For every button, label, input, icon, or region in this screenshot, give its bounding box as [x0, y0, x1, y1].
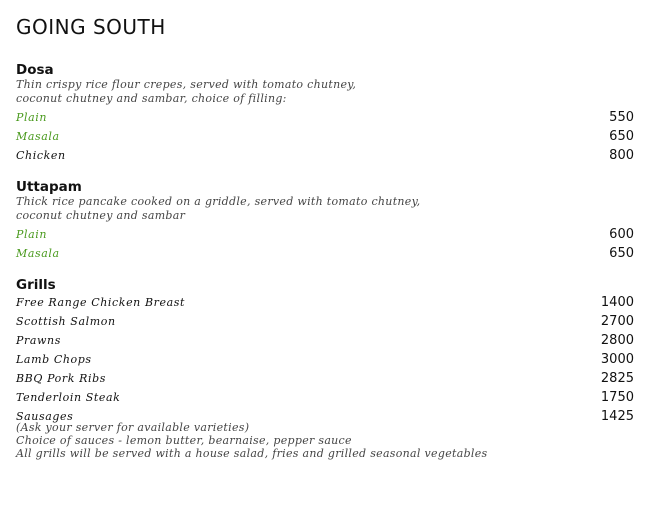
- item-price: 3000: [600, 352, 634, 367]
- item-name: Free Range Chicken Breast: [16, 296, 186, 309]
- menu-item: [16, 293, 634, 312]
- dosa-description: Thin crispy rice flour crepes, served with tomato chutney, coconut chutney and sambar, choice of filling:: [16, 78, 357, 105]
- item-name: Lamb Chops: [16, 353, 92, 366]
- menu-item: [16, 312, 634, 331]
- item-price: 650: [609, 246, 634, 261]
- uttapam-description: Thick rice pancake cooked on a griddle, served with tomato chutney, coconut chutney and sambar: [16, 195, 421, 222]
- item-name: Plain: [16, 111, 48, 124]
- item-price: 550: [609, 110, 634, 125]
- menu-item: [16, 388, 634, 407]
- item-price: 1400: [600, 295, 634, 310]
- item-name: BBQ Pork Ribs: [16, 372, 106, 385]
- section-grills: [16, 277, 634, 460]
- item-name: Masala: [16, 247, 60, 260]
- item-name: Chicken: [16, 149, 66, 162]
- item-price: 1425: [600, 409, 634, 424]
- grills-note-varieties: (Ask your server for available varieties): [16, 421, 250, 434]
- menu-item: [16, 331, 634, 350]
- item-name: Scottish Salmon: [16, 315, 116, 328]
- menu-item: [16, 350, 634, 369]
- section-uttapam: [16, 179, 634, 263]
- menu-item: [16, 146, 634, 165]
- item-price: 2700: [600, 314, 634, 329]
- item-name: Plain: [16, 228, 48, 241]
- menu-item: [16, 127, 634, 146]
- page-title: GOING SOUTH: [16, 15, 166, 39]
- menu-item: [16, 108, 634, 127]
- menu-item: [16, 244, 634, 263]
- section-title-grills: Grills: [16, 277, 56, 293]
- item-name: Masala: [16, 130, 60, 143]
- section-title-uttapam: Uttapam: [16, 179, 82, 195]
- item-price: 2825: [600, 371, 634, 386]
- item-name: Prawns: [16, 334, 61, 347]
- menu-page: [16, 14, 634, 474]
- item-price: 650: [609, 129, 634, 144]
- section-title-dosa: Dosa: [16, 62, 54, 78]
- item-price: 800: [609, 148, 634, 163]
- item-name: Sausages: [16, 410, 74, 423]
- grills-note-sauces: Choice of sauces - lemon butter, bearnaise, pepper sauce: [16, 434, 352, 447]
- section-dosa: [16, 62, 634, 165]
- menu-item: [16, 225, 634, 244]
- grills-note-sides: All grills will be served with a house salad, fries and grilled seasonal vegetables: [16, 447, 488, 460]
- item-price: 2800: [600, 333, 634, 348]
- item-name: Tenderloin Steak: [16, 391, 121, 404]
- item-price: 600: [609, 227, 634, 242]
- item-price: 1750: [600, 390, 634, 405]
- menu-item: [16, 369, 634, 388]
